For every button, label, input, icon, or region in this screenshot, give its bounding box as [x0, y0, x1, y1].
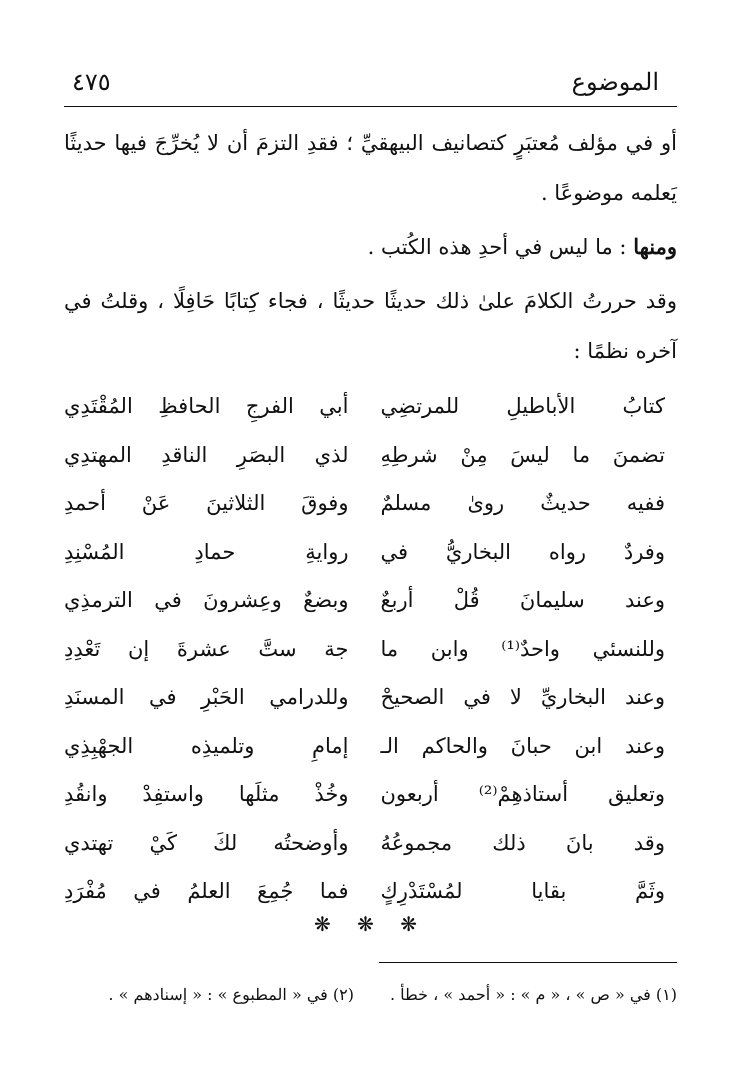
verse-second-hemistich: إمامِ وتلميذِه الجهْبِذِي: [64, 733, 349, 758]
poem-verse: [64, 528, 677, 577]
verse-second-hemistich: أبي الفرجِ الحافظِ المُقْتَدِي: [64, 394, 349, 419]
verse-second-hemistich: وفوقَ الثلاثينَ عَنْ أحمدِ: [64, 491, 349, 516]
poem-verse: [64, 770, 677, 819]
poem-verse: [64, 625, 677, 674]
poem-verse: [64, 867, 677, 916]
poem-verse: [64, 479, 677, 528]
verse-first-hemistich: وعند سليمانَ قُلْ أربعٌ: [380, 588, 665, 613]
poem-verse: [64, 382, 677, 431]
verse-first-hemistich: وفردٌ رواه البخاريُّ في: [380, 539, 665, 564]
verse-first-hemistich: وعند البخاريِّ لا في الصحيحْ: [380, 685, 665, 710]
verse-second-hemistich: وبضعٌ وعِشرونَ في الترمذِي: [64, 588, 349, 613]
paragraph-2: [64, 222, 677, 272]
verse-first-hemistich: وعند ابن حبانَ والحاكم الـ: [380, 733, 665, 758]
poem-verse: [64, 431, 677, 480]
paragraph-2-rest: : ما ليس في أحدِ هذه الكُتب .: [367, 235, 634, 259]
page-number: ٤٧٥: [72, 68, 111, 96]
header-rule: [64, 106, 677, 107]
verse-second-hemistich: روايةِ حمادِ المُسْنِدِ: [64, 539, 349, 564]
paragraph-1: أو في مؤلف مُعتبَرٍ كتصانيف البيهقيِّ ؛ فقدِ التزمَ أن لا يُخرِّجَ فيها حديثًا يَعلمه موضوعًا .: [64, 131, 677, 205]
verse-second-hemistich: لذي البصَرِ الناقدِ المهتدِي: [64, 442, 349, 467]
running-header-title: الموضوع: [571, 68, 659, 96]
paragraph-2-lead: ومنها: [633, 234, 677, 259]
footnote-rule: [379, 962, 677, 963]
poem-verse: [64, 673, 677, 722]
verse-first-hemistich: وللنسئي واحدٌ⁽¹⁾ وابن ما: [380, 636, 665, 661]
poem-verse: [64, 722, 677, 771]
verse-first-hemistich: وثَمَّ بقايا لمُسْتَدْرِكٍ: [380, 879, 665, 904]
verse-second-hemistich: وللدرامي الحَبْرِ في المسنَدِ: [64, 685, 349, 710]
footnote-1: (١) في « ص » ، « م » : « أحمد » ، خطأ .: [389, 985, 677, 1004]
verse-second-hemistich: وأوضحتُه لكَ كَيْ تهتدي: [64, 830, 349, 855]
poem-verse: [64, 819, 677, 868]
paragraph-3: وقد حررتُ الكلامَ علىٰ ذلك حديثًا حديثًا ، فجاء كِتابًا حَافِلًا ، وقلتُ في آخره نظمًا :: [64, 289, 677, 363]
verse-first-hemistich: كتابُ الأباطيلِ للمرتضِي: [380, 394, 665, 419]
section-separator: ❋ ❋ ❋: [314, 912, 427, 936]
verse-second-hemistich: وخُذْ مثلَها واستفِدْ وانقُدِ: [64, 782, 349, 807]
verse-first-hemistich: ففيه حديثٌ روىٰ مسلمٌ: [380, 491, 665, 516]
verse-first-hemistich: وقد بانَ ذلك مجموعُهُ: [380, 830, 665, 855]
verse-second-hemistich: جة ستَّ عشرةَ إن تَعْدِدِ: [64, 636, 349, 661]
verse-second-hemistich: فما جُمِعَ العلمُ في مُفْرَدِ: [64, 879, 349, 904]
verse-first-hemistich: وتعليق أستاذهِمْ⁽²⁾ أربعون: [380, 782, 665, 807]
verse-first-hemistich: تضمنَ ما ليسَ مِنْ شرطِهِ: [380, 442, 665, 467]
footnotes: [64, 985, 677, 1004]
poem-verse: [64, 576, 677, 625]
footnote-2: (٢) في « المطبوع » : « إسنادهم » .: [108, 985, 354, 1004]
body-text: [64, 118, 677, 376]
poem-verses: [64, 382, 677, 916]
